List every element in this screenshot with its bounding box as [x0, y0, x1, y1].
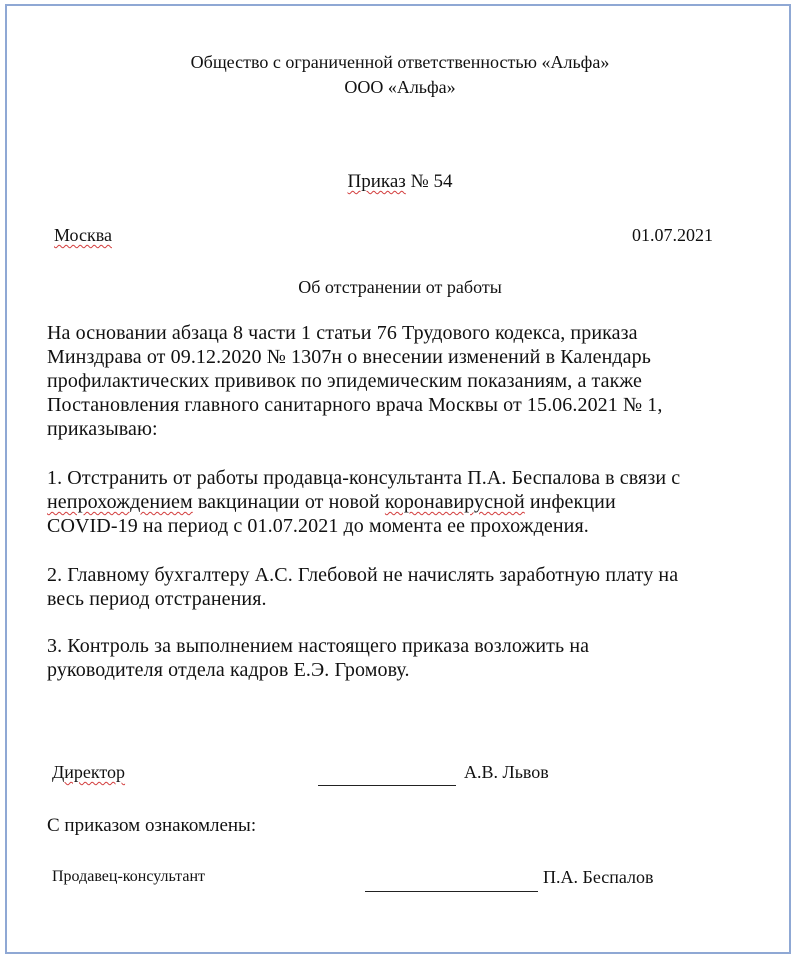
order-number: № 54	[405, 171, 453, 192]
item-1-line: COVID-19 на период с 01.07.2021 до момента ее прохождения.	[47, 515, 589, 537]
director-name: А.В. Львов	[464, 762, 549, 782]
acquainted-label: С приказом ознакомлены:	[47, 815, 257, 836]
item-3	[47, 634, 777, 682]
order-title-word: Приказ	[347, 171, 406, 192]
preamble-paragraph	[47, 321, 777, 441]
employee-title: Продавец-консультант	[52, 868, 206, 885]
item-3-line: руководителя отдела кадров Е.Э. Громову.	[47, 659, 410, 681]
order-title	[0, 171, 800, 193]
preamble-line: Минздрава от 09.12.2020 № 1307н о внесении изменений в Календарь	[47, 346, 651, 368]
employee-name: П.А. Беспалов	[543, 867, 654, 887]
item-2-line: весь период отстранения.	[47, 588, 267, 610]
preamble-line: Постановления главного санитарного врача Москвы от 15.06.2021 № 1,	[47, 394, 663, 416]
preamble-line: приказываю:	[47, 418, 158, 440]
misspelled-word: коронавирусной	[384, 491, 525, 513]
item-3-line: 3. Контроль за выполнением настоящего приказа возложить на	[47, 635, 590, 657]
item-1-line: 1. Отстранить от работы продавца-консультанта П.А. Беспалова в связи с	[47, 467, 681, 489]
item-1-line: непрохождением вакцинации от новой коронавирусной инфекции	[47, 491, 616, 513]
item-2	[47, 563, 777, 611]
org-full-name: Общество с ограниченной ответственностью «Альфа»	[190, 52, 610, 72]
director-title: Директор	[52, 762, 126, 782]
preamble-line: профилактических прививок по эпидемическим показаниям, а также	[47, 370, 643, 392]
order-subject: Об отстранении от работы	[298, 277, 502, 297]
item-1	[47, 466, 777, 538]
misspelled-word: непрохождением	[47, 491, 193, 513]
preamble-line: На основании абзаца 8 части 1 статьи 76 Трудового кодекса, приказа	[47, 322, 638, 344]
org-short-name: ООО «Альфа»	[344, 77, 456, 97]
director-signature-line	[318, 785, 456, 786]
employee-signature-line	[365, 891, 538, 892]
order-date: 01.07.2021	[632, 225, 713, 245]
order-city: Москва	[54, 225, 112, 245]
item-2-line: 2. Главному бухгалтеру А.С. Глебовой не начислять заработную плату на	[47, 564, 679, 586]
